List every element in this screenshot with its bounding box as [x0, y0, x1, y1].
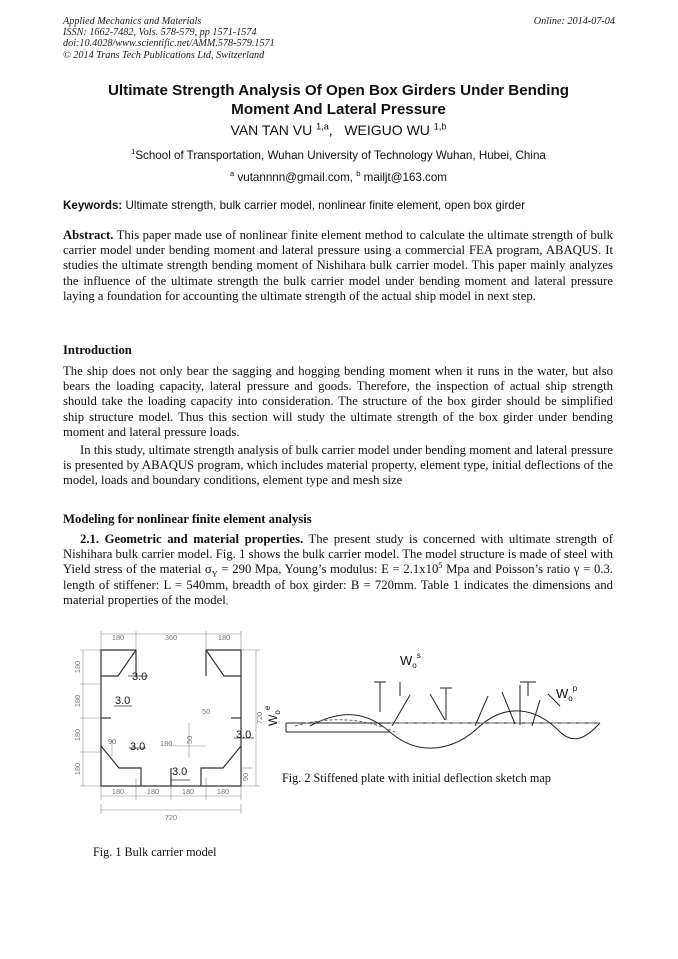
dim-right-height: 720: [255, 711, 264, 725]
dim-bottom-2: 180: [146, 787, 160, 796]
dim-total-width: 720: [164, 813, 178, 822]
modulus-exponent: 5: [438, 561, 443, 571]
issn-line: ISSN: 1662-7482, Vols. 578-579, pp 1571-1574: [63, 27, 257, 39]
dim-inner-90: 90: [108, 737, 117, 746]
paper-title: [63, 81, 614, 119]
section-outline: [101, 650, 241, 786]
figure-1-caption: Fig. 1 Bulk carrier model: [93, 845, 217, 859]
deflection-wave: [310, 711, 600, 748]
thickness-label-2: 3.0: [115, 695, 131, 707]
wop-label: [556, 684, 578, 703]
dimension-labels: [73, 633, 264, 822]
dim-bottom-1: 180: [111, 787, 125, 796]
dim-left-2: 180: [73, 694, 82, 708]
wos-sup: s: [416, 651, 421, 660]
modeling-text-3: Mpa and Poisson’s ratio γ = 0.3. length of stiffener: L = 540mm, breadth of box girder: B = 720mm. Table 1 indicates the dimensions and material properties of the model: [63, 562, 613, 607]
introduction-paragraph-1: The ship does not only bear the sagging and hogging bending moment when it runs in the water, but also bears the loading capacity, lateral pressure and goods. Therefore, the inspection of actual ship strength should take the loading capacity into consideration. The structure of the box girder should be simplified ship structure model. Thus this section will study the ultimate strength of the box girder under bending moment and lateral pressure loads.: [63, 364, 613, 439]
dim-top-3: 180: [217, 633, 231, 642]
author-separator: ,: [328, 122, 333, 138]
wop-sup: p: [572, 684, 578, 693]
title-line-1: Ultimate Strength Analysis Of Open Box Girders Under Bending: [107, 82, 570, 99]
stiffener-markers: [374, 682, 560, 726]
dim-bottom-3: 180: [181, 787, 195, 796]
keywords-text: Ultimate strength, bulk carrier model, nonlinear finite element, open box girder: [125, 199, 526, 212]
author-2: WEIGUO WU: [344, 122, 430, 138]
author-1-affil: 1,a: [316, 121, 329, 132]
deflection-labels: [263, 651, 578, 726]
thickness-label-4: 3.0: [130, 741, 146, 753]
keywords: [63, 199, 623, 212]
woe-main: W: [266, 714, 280, 726]
modeling-paragraph: [63, 532, 613, 610]
title-line-2: Moment And Lateral Pressure: [231, 101, 446, 118]
dim-inner-50: 50: [202, 707, 211, 716]
dim-bottom-4: 180: [216, 787, 230, 796]
dim-left-3: 180: [73, 728, 82, 742]
dim-left-1: 180: [73, 660, 82, 674]
subsection-label: 2.1. Geometric and material properties.: [80, 532, 304, 546]
author-1: VAN TAN VU: [230, 122, 313, 138]
keywords-label: Keywords:: [63, 199, 123, 212]
affiliation-text: School of Transportation, Wuhan University of Technology Wuhan, Hubei, China: [135, 149, 546, 162]
modeling-text-1: The present study is concerned with ultimate strength of Nishihara bulk carrier model. Fig. 1 shows the bulk carrier model. The model structure is made of steel with Yield stress of the material σ: [63, 532, 613, 577]
dim-inner-180: 180: [160, 739, 173, 748]
dim-top-2: 360: [164, 633, 178, 642]
wos-main: W: [400, 653, 413, 668]
abstract: [63, 228, 613, 304]
email-b: mailjt@163.com: [363, 171, 447, 184]
woe-sub: o: [273, 710, 282, 715]
email-b-marker: b: [356, 169, 361, 179]
dim-inner-50b: 50: [185, 735, 194, 744]
leader-lines: [114, 676, 254, 780]
author-emails: [63, 171, 614, 184]
bulk-carrier-figure: [73, 628, 266, 823]
journal-header: [63, 16, 275, 61]
abstract-text: This paper made use of nonlinear finite element method to calculate the ultimate strength of bulk carrier model under bending moment and lateral pressure using a commercial FEA program, ABAQUS. It studies the ultimate strength bending moment of Nishihara bulk carrier model. This paper mainly analyzes the influence of the ultimate strength the bulk carrier model under bending moment and lateral pressure laying a foundation for accounting the ultimate strength of the actual ship model in next step.: [63, 228, 614, 303]
introduction-heading: Introduction: [63, 343, 132, 357]
doi-line: doi:10.4028/www.scientific.net/AMM.578-579.1571: [63, 38, 275, 50]
journal-name: Applied Mechanics and Materials: [63, 16, 202, 27]
wos-label: [400, 651, 421, 670]
woe-label: [263, 705, 282, 726]
stiffened-plate-figure: [263, 640, 605, 755]
wop-sub: o: [568, 694, 573, 703]
modeling-text-2: = 290 Mpa, Young’s modulus: E = 2.1x10: [217, 562, 439, 577]
affiliation: [63, 149, 614, 162]
dim-left-4: 180: [73, 762, 82, 776]
author-2-affil: 1,b: [433, 121, 447, 132]
wop-main: W: [556, 686, 569, 701]
modeling-heading: Modeling for nonlinear finite element analysis: [63, 512, 312, 526]
thickness-label-3: 3.0: [236, 729, 252, 741]
woe-sup: e: [263, 705, 272, 711]
dim-right-small: 90: [241, 772, 250, 782]
email-a-marker: a: [230, 169, 235, 179]
sigma-subscript: Y: [211, 569, 218, 579]
introduction-paragraph-2: In this study, ultimate strength analysis of bulk carrier model under bending moment and lateral pressure is presented by ABAQUS program, which includes material property, element type, initial deflections of the model, loads and boundary conditions, element type and mesh size: [63, 443, 613, 488]
abstract-label: Abstract.: [63, 228, 114, 242]
online-date: Online: 2014-07-04: [533, 16, 615, 27]
thickness-label-1: 3.0: [132, 671, 148, 683]
dim-top-1: 180: [111, 633, 125, 642]
author-list: [63, 122, 614, 138]
wos-sub: o: [412, 661, 417, 670]
copyright-line: © 2014 Trans Tech Publications Ltd, Switzerland: [63, 49, 265, 61]
email-a: vutannnn@gmail.com,: [237, 171, 353, 184]
figure-2-caption: Fig. 2 Stiffened plate with initial deflection sketch map: [282, 771, 551, 785]
thickness-labels: [115, 671, 251, 778]
sentence-end-mark: 。: [225, 597, 233, 606]
thickness-label-5: 3.0: [172, 766, 188, 778]
affiliation-marker: 1: [131, 147, 136, 157]
